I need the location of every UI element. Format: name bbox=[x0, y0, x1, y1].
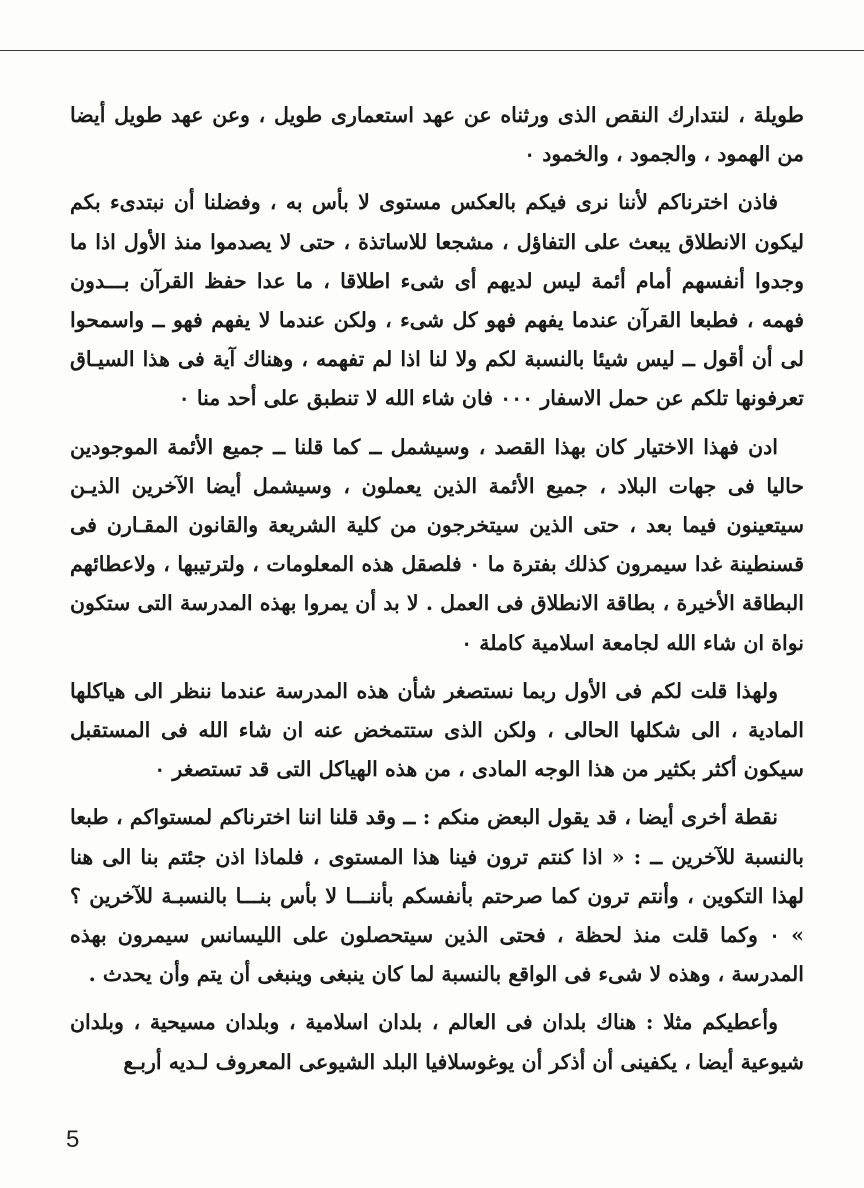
paragraph: وأعطيكم مثلا : هناك بلدان فى العالم ، بلدان اسلامية ، وبلدان مسيحية ، وبلدان شيوعية أيضا ، يكفينى أن أذكر أن يوغوسلافيا البلد الشيوعى المعروف لـديه أربـع bbox=[70, 1010, 804, 1074]
body-text bbox=[70, 96, 804, 1091]
paragraph: فاذن اخترناكم لأننا نرى فيكم بالعكس مستوى لا بأس به ، وفضلنا أن نبتدىء بكم ليكون الانطلاق يبعث على التفاؤل ، مشجعا للاساتذة ، حتى لا يصدموا منذ الأول اذا ما وجدوا أنفسهم أمام أئمة ليس لديهم أى شىء اطلاقا ، ما عدا حفظ القرآن بـــدون فهمه ، فطبعا القرآن عندما يفهم فهو كل شىء ، ولكن عندما لا يفهم فهو ــ واسمحوا لى أن أقول ــ ليس شيئا بالنسبة لكم ولا لنا اذا لم تفهمه ، وهناك آية فى هذا السيـاق تعرفونها تلكم عن حمل الاسفار ٠٠٠ فان شاء الله لا تنطبق على أحد منا ٠ bbox=[70, 190, 804, 411]
paragraph: ادن فهذا الاختيار كان بهذا القصد ، وسيشمل ــ كما قلنا ــ جميع الأئمة الموجودين حاليا فى جهات البلاد ، جميع الأئمة الذين يعملون ، وسيشمل أيضا الآخرين الذيـن سيتعينون فيما بعد ، حتى الذين سيتخرجون من كلية الشريعة والقانون المقـارن فى قسنطينة غدا سيمرون كذلك بفترة ما ٠ فلصقل هذه المعلومات ، ولترتيبها ، ولاعطائهم البطاقة الأخيرة ، بطاقة الانطلاق فى العمل . لا بد أن يمروا بهذه المدرسة التى ستكون نواة ان شاء الله لجامعة اسلامية كاملة ٠ bbox=[70, 434, 805, 655]
page-number: 5 bbox=[66, 1126, 80, 1153]
paragraph: نقطة أخرى أيضا ، قد يقول البعض منكم : ــ وقد قلنا اننا اخترناكم لمستواكم ، طبعا بالنسبة للآخرين ــ : « اذا كنتم ترون فينا هذا المستوى ، فلماذا اذن جئتم بنا الى هنا لهذا التكوين ، وأنتم ترون كما صرحتم بأنفسكم بأننـــا لا بأس بنـــا بالنسبـة للآخرين ؟ » ٠ وكما قلت منذ لحظة ، فحتى الذين سيتحصلون على الليسانس سيمرون بهذه المدرسة ، وهذه لا شىء فى الواقع بالنسبة لما كان ينبغى وينبغى أن يتم وأن يحدث . bbox=[70, 805, 804, 987]
paragraph: طويلة ، لنتدارك النقص الذى ورثناه عن عهد استعمارى طويل ، وعن عهد طويل أيضا من الهمود ، والجمود ، والخمود ٠ bbox=[70, 103, 804, 167]
paragraph: ولهذا قلت لكم فى الأول ربما نستصغر شأن هذه المدرسة عندما ننظر الى هياكلها المادية ، الى شكلها الحالى ، ولكن الذى ستتمخض عنه ان شاء الله فى المستقبل سيكون أكثر بكثير من هذا الوجه المادى ، من هذه الهياكل التى قد تستصغر ٠ bbox=[70, 678, 804, 782]
header-rule bbox=[0, 50, 864, 51]
